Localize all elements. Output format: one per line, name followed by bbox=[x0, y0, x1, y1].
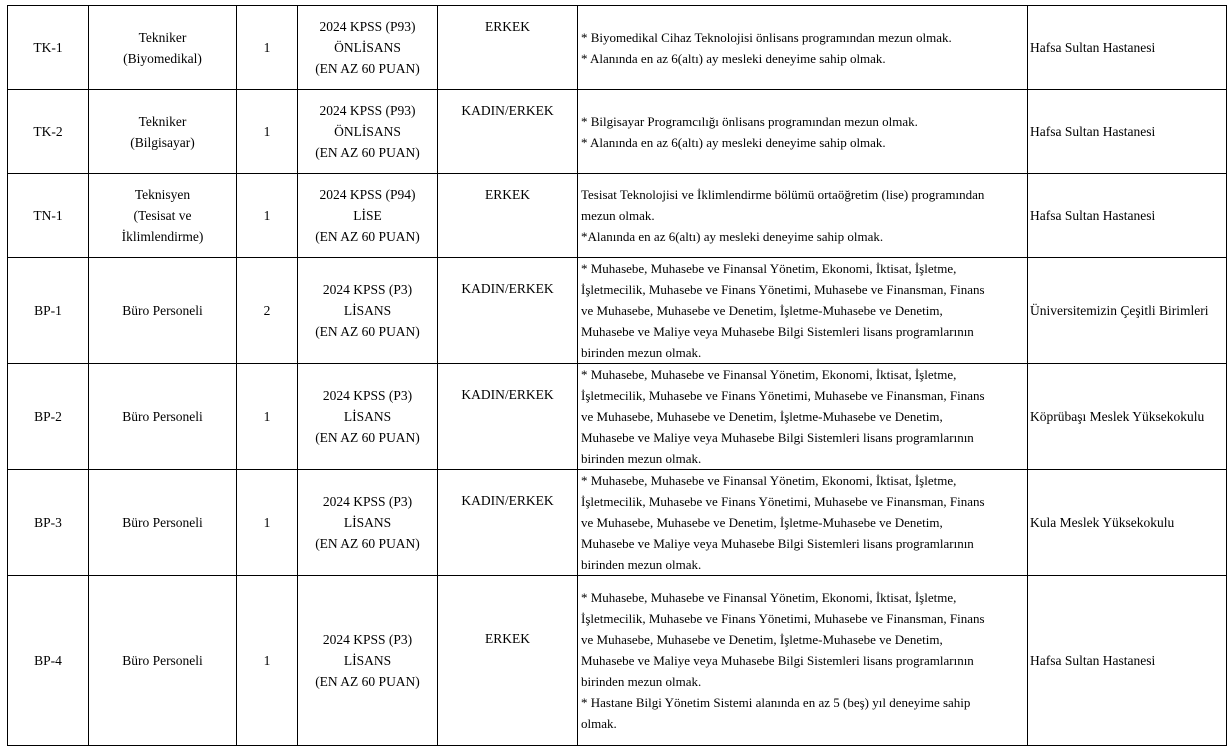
qualifications: * Muhasebe, Muhasebe ve Finansal Yönetim, Ekonomi, İktisat, İşletme, İşletmecilik, Muhasebe ve Finans Yönetimi, Muhasebe ve Finansman, Finans ve Muhasebe, Muhasebe ve Denetim, İşletme-Muhasebe ve Denetim, Muhasebe ve Maliye veya Muhasebe Bilgi Sistemleri lisans programlarının birinden mezun olmak. bbox=[578, 258, 1028, 364]
position-code: TK-2 bbox=[8, 90, 89, 174]
qualifications: * Muhasebe, Muhasebe ve Finansal Yönetim, Ekonomi, İktisat, İşletme, İşletmecilik, Muhasebe ve Finans Yönetimi, Muhasebe ve Finansman, Finans ve Muhasebe, Muhasebe ve Denetim, İşletme-Muhasebe ve Denetim, Muhasebe ve Maliye veya Muhasebe Bilgi Sistemleri lisans programlarının birinden mezun olmak. bbox=[578, 364, 1028, 470]
table-row bbox=[8, 576, 1227, 746]
table-row bbox=[8, 470, 1227, 576]
position-title: Büro Personeli bbox=[89, 470, 237, 576]
table-row bbox=[8, 364, 1227, 470]
position-quantity: 2 bbox=[237, 258, 298, 364]
work-location: Hafsa Sultan Hastanesi bbox=[1028, 576, 1227, 746]
position-title: Büro Personeli bbox=[89, 258, 237, 364]
position-quantity: 1 bbox=[237, 470, 298, 576]
work-location: Üniversitemizin Çeşitli Birimleri bbox=[1028, 258, 1227, 364]
gender-requirement: KADIN/ERKEK bbox=[438, 258, 578, 364]
work-location: Hafsa Sultan Hastanesi bbox=[1028, 174, 1227, 258]
position-code: BP-1 bbox=[8, 258, 89, 364]
table-row bbox=[8, 90, 1227, 174]
position-title: Teknisyen (Tesisat ve İklimlendirme) bbox=[89, 174, 237, 258]
kpss-requirement: 2024 KPSS (P94) LİSE (EN AZ 60 PUAN) bbox=[298, 174, 438, 258]
qualifications: * Muhasebe, Muhasebe ve Finansal Yönetim, Ekonomi, İktisat, İşletme, İşletmecilik, Muhasebe ve Finans Yönetimi, Muhasebe ve Finansman, Finans ve Muhasebe, Muhasebe ve Denetim, İşletme-Muhasebe ve Denetim, Muhasebe ve Maliye veya Muhasebe Bilgi Sistemleri lisans programlarının birinden mezun olmak. * Hastane Bilgi Yönetim Sistemi alanında en az 5 (beş) yıl deneyime sahip olmak. bbox=[578, 576, 1028, 746]
position-code: TN-1 bbox=[8, 174, 89, 258]
gender-requirement: ERKEK bbox=[438, 174, 578, 258]
position-quantity: 1 bbox=[237, 364, 298, 470]
table-row bbox=[8, 6, 1227, 90]
position-title: Büro Personeli bbox=[89, 364, 237, 470]
position-title: Büro Personeli bbox=[89, 576, 237, 746]
kpss-requirement: 2024 KPSS (P3) LİSANS (EN AZ 60 PUAN) bbox=[298, 576, 438, 746]
position-code: BP-4 bbox=[8, 576, 89, 746]
gender-requirement: KADIN/ERKEK bbox=[438, 470, 578, 576]
kpss-requirement: 2024 KPSS (P3) LİSANS (EN AZ 60 PUAN) bbox=[298, 470, 438, 576]
table-row bbox=[8, 258, 1227, 364]
gender-requirement: ERKEK bbox=[438, 6, 578, 90]
qualifications: * Biyomedikal Cihaz Teknolojisi önlisans programından mezun olmak. * Alanında en az 6(altı) ay mesleki deneyime sahip olmak. bbox=[578, 6, 1028, 90]
gender-requirement: KADIN/ERKEK bbox=[438, 364, 578, 470]
work-location: Kula Meslek Yüksekokulu bbox=[1028, 470, 1227, 576]
qualifications: * Muhasebe, Muhasebe ve Finansal Yönetim, Ekonomi, İktisat, İşletme, İşletmecilik, Muhasebe ve Finans Yönetimi, Muhasebe ve Finansman, Finans ve Muhasebe, Muhasebe ve Denetim, İşletme-Muhasebe ve Denetim, Muhasebe ve Maliye veya Muhasebe Bilgi Sistemleri lisans programlarının birinden mezun olmak. bbox=[578, 470, 1028, 576]
work-location: Hafsa Sultan Hastanesi bbox=[1028, 6, 1227, 90]
qualifications: * Bilgisayar Programcılığı önlisans programından mezun olmak. * Alanında en az 6(altı) ay mesleki deneyime sahip olmak. bbox=[578, 90, 1028, 174]
gender-requirement: ERKEK bbox=[438, 576, 578, 746]
position-quantity: 1 bbox=[237, 90, 298, 174]
qualifications: Tesisat Teknolojisi ve İklimlendirme bölümü ortaöğretim (lise) programından mezun olmak. *Alanında en az 6(altı) ay mesleki deneyime sahip olmak. bbox=[578, 174, 1028, 258]
table-row bbox=[8, 174, 1227, 258]
position-code: BP-2 bbox=[8, 364, 89, 470]
position-quantity: 1 bbox=[237, 6, 298, 90]
position-quantity: 1 bbox=[237, 174, 298, 258]
gender-requirement: KADIN/ERKEK bbox=[438, 90, 578, 174]
work-location: Köprübaşı Meslek Yüksekokulu bbox=[1028, 364, 1227, 470]
position-title: Tekniker (Bilgisayar) bbox=[89, 90, 237, 174]
work-location: Hafsa Sultan Hastanesi bbox=[1028, 90, 1227, 174]
kpss-requirement: 2024 KPSS (P3) LİSANS (EN AZ 60 PUAN) bbox=[298, 364, 438, 470]
position-quantity: 1 bbox=[237, 576, 298, 746]
position-code: BP-3 bbox=[8, 470, 89, 576]
positions-table bbox=[7, 5, 1227, 746]
position-title: Tekniker (Biyomedikal) bbox=[89, 6, 237, 90]
kpss-requirement: 2024 KPSS (P3) LİSANS (EN AZ 60 PUAN) bbox=[298, 258, 438, 364]
kpss-requirement: 2024 KPSS (P93) ÖNLİSANS (EN AZ 60 PUAN) bbox=[298, 6, 438, 90]
position-code: TK-1 bbox=[8, 6, 89, 90]
kpss-requirement: 2024 KPSS (P93) ÖNLİSANS (EN AZ 60 PUAN) bbox=[298, 90, 438, 174]
